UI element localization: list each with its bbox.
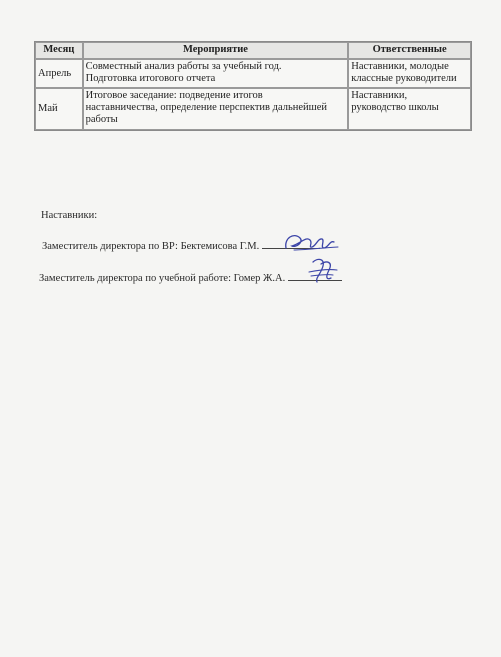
responsible-line: классные руководители xyxy=(351,73,457,84)
responsible-line: Наставники, молодые xyxy=(351,61,449,72)
header-responsible: Ответственные xyxy=(348,42,471,59)
cell-event xyxy=(83,59,349,88)
event-line: наставничества, определение перспектив дальнейшей xyxy=(85,102,328,113)
cell-event xyxy=(83,88,349,130)
signature-end-dot: . xyxy=(317,241,321,252)
cell-month: Апрель xyxy=(35,59,83,88)
event-line: Подготовка итогового отчета xyxy=(85,73,216,84)
cell-month: Май xyxy=(35,88,83,130)
mentoring-plan-table xyxy=(34,41,472,131)
event-line: работы xyxy=(85,114,118,125)
table-row xyxy=(35,59,471,88)
cell-responsible xyxy=(348,88,471,130)
handwritten-signature-study xyxy=(303,256,343,286)
signature-line-study xyxy=(39,270,342,284)
table-row xyxy=(35,88,471,130)
handwritten-signature-vr xyxy=(280,230,342,256)
responsible-line: руководство школы xyxy=(351,102,439,113)
responsible-line: Наставники, xyxy=(351,90,408,101)
event-line: Итоговое заседание: подведение итогов xyxy=(85,90,263,101)
mentors-label: Наставники: xyxy=(41,210,98,221)
event-line: Совместный анализ работы за учебный год. xyxy=(85,61,282,72)
header-event: Мероприятие xyxy=(83,42,349,59)
deputy-study-text: Заместитель директора по учебной работе: Гомер Ж.А. xyxy=(39,273,286,284)
cell-responsible xyxy=(348,59,471,88)
deputy-vr-text: Заместитель директора по ВР: Бектемисова Г.М. xyxy=(42,241,260,252)
signature-line-vr xyxy=(42,238,321,252)
table-header-row xyxy=(35,42,471,59)
header-month: Месяц xyxy=(35,42,83,59)
